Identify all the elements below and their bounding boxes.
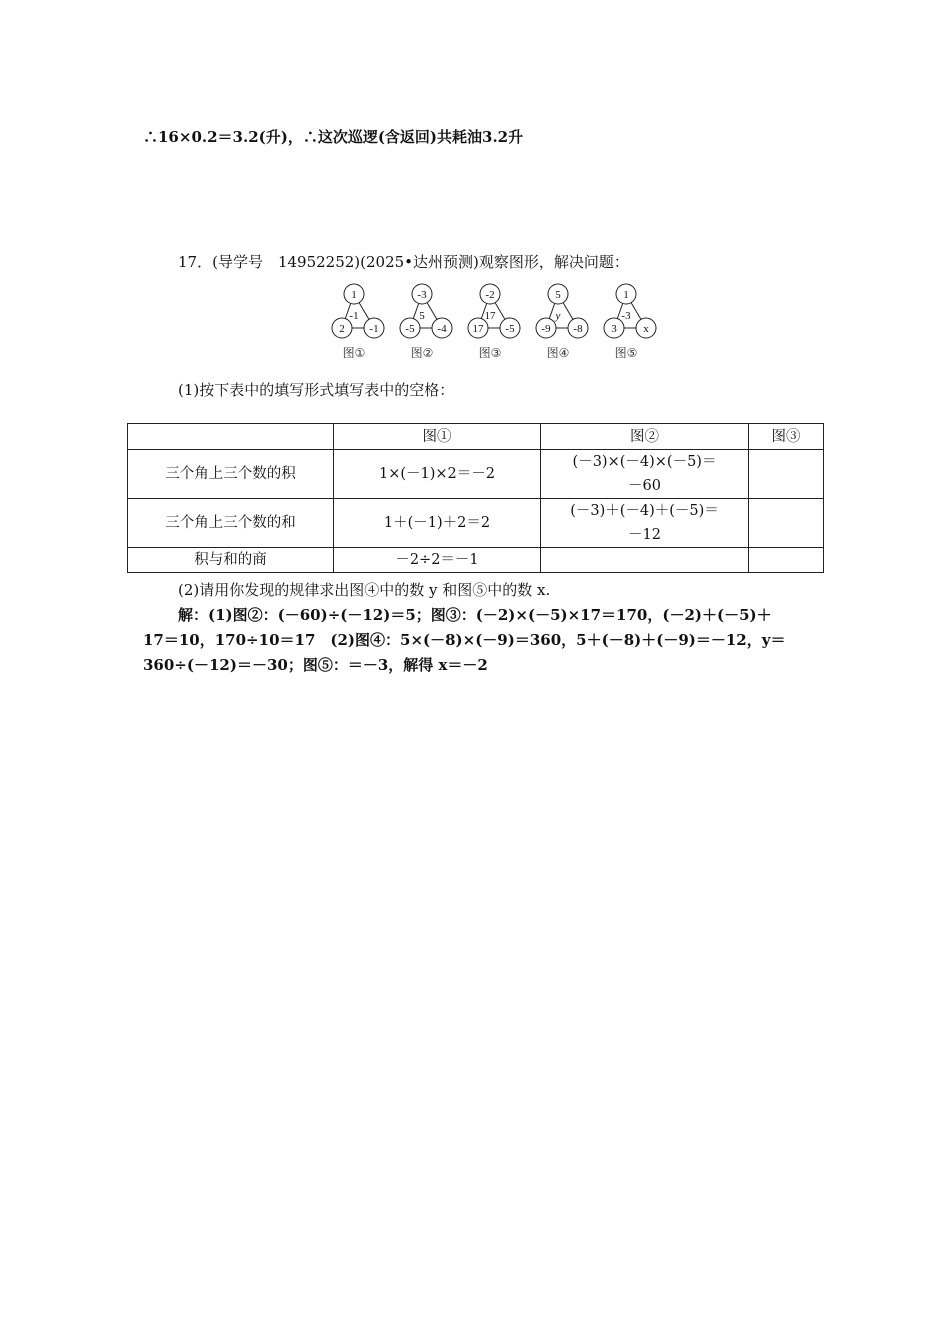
corner-number-top: 1 [623, 289, 629, 301]
corner-number-right: -4 [437, 323, 447, 335]
table-cell: 1×(－1)×2＝－2 [334, 450, 541, 499]
corner-number-top: 1 [351, 289, 357, 301]
solution-line-1: 解：(1)图②：(－60)÷(－12)＝5；图③：(－2)×(－5)×17＝170，(－2)＋(－5)＋ [178, 606, 772, 624]
question-header: 17．(导学号 14952252)(2025•达州预测)观察图形，解决问题： [178, 253, 629, 271]
figure-4 [536, 284, 588, 360]
table-row [128, 548, 824, 573]
figure-3 [468, 284, 520, 360]
part1-instruction: (1)按下表中的填写形式填写表中的空格： [178, 381, 455, 399]
corner-number-top: -2 [485, 289, 495, 301]
figure-caption: 图② [410, 346, 434, 360]
row-label: 三个角上三个数的积 [128, 450, 334, 499]
cell-line: －12 [628, 527, 661, 543]
center-number: y [555, 310, 561, 322]
figure-2 [400, 284, 452, 360]
table-row [128, 450, 824, 499]
table-cell [541, 499, 749, 548]
empty-cell [749, 548, 824, 573]
figure-caption: 图③ [478, 346, 502, 360]
table-cell: －2÷2＝－1 [334, 548, 541, 573]
corner-number-top: 5 [555, 289, 561, 301]
table-header-row [128, 424, 824, 450]
empty-cell [749, 499, 824, 548]
solution-line-2: 17＝10，170÷10＝17 (2)图④：5×(－8)×(－9)＝360，5＋(－8)＋(－9)＝－12，y＝ [143, 631, 786, 649]
figure-caption: 图④ [546, 346, 570, 360]
corner-number-left: -9 [541, 323, 551, 335]
table-cell [541, 450, 749, 499]
corner-number-right: -5 [505, 323, 515, 335]
results-table [127, 423, 824, 573]
corner-number-left: 2 [339, 323, 345, 335]
center-number: 17 [484, 310, 496, 322]
table-header-cell [128, 424, 334, 450]
center-number: -1 [349, 310, 359, 322]
previous-answer-line: ∴16×0.2＝3.2(升)，∴这次巡逻(含返回)共耗油3.2升 [143, 128, 524, 146]
corner-number-left: -5 [405, 323, 415, 335]
corner-number-top: -3 [417, 289, 427, 301]
figure-caption: 图⑤ [614, 346, 638, 360]
row-label: 积与和的商 [128, 548, 334, 573]
empty-cell [541, 548, 749, 573]
corner-number-left: 3 [611, 323, 617, 335]
corner-number-right: -1 [369, 323, 379, 335]
center-number: -3 [621, 310, 631, 322]
part2-instruction: (2)请用你发现的规律求出图④中的数 y 和图⑤中的数 x. [178, 581, 551, 599]
table-header-cell: 图② [541, 424, 749, 450]
table-row [128, 499, 824, 548]
cell-line: (－3)＋(－4)＋(－5)＝ [570, 503, 719, 519]
solution-line-3: 360÷(－12)＝－30；图⑤：＝－3，解得 x＝－2 [143, 656, 488, 674]
cell-line: －60 [628, 478, 661, 494]
table-header-cell: 图① [334, 424, 541, 450]
table-cell: 1＋(－1)＋2＝2 [334, 499, 541, 548]
figure-5 [604, 284, 656, 360]
figure-1 [332, 284, 384, 360]
cell-line: (－3)×(－4)×(－5)＝ [572, 454, 717, 470]
triangle-figures [320, 282, 670, 364]
figure-caption: 图① [342, 346, 366, 360]
center-number: 5 [419, 310, 425, 322]
corner-number-right: x [643, 323, 649, 335]
table-header-cell: 图③ [749, 424, 824, 450]
corner-number-left: 17 [472, 323, 484, 335]
corner-number-right: -8 [573, 323, 583, 335]
row-label: 三个角上三个数的和 [128, 499, 334, 548]
figures-svg [320, 282, 670, 364]
empty-cell [749, 450, 824, 499]
